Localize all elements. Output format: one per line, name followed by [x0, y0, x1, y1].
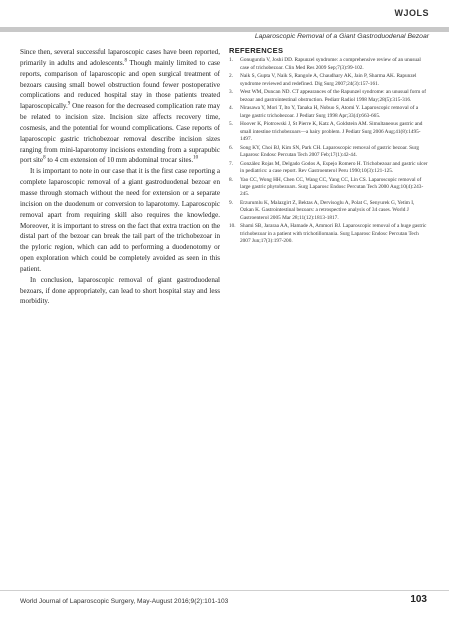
body-text: One reason for the decreased complication rate may be related to incision size. Incision size affects recovery time, cosmesis, and the potential for wound complications. Case reports of laparoscopic gastric trichobezoar removal describe incision sizes ranging from mini-laparotomy incisions extending from a suprapubic port site: [20, 102, 220, 165]
reference-item: [229, 89, 429, 104]
reference-text: Naik S, Gupta V, Naik S, Rangole A, Chaudhary AK, Jain P, Sharma AK. Rapunzel syndrome reviewed and redefined. Dig Surg 2007;24(3):157-161.: [240, 73, 417, 87]
reference-text: Shami SB, Jararaa AA, Hamade A, Ammori BJ. Laparoscopic removal of a huge gastric trichobezoar in a patient with trichotillomania. Surg Laparosc Endosc Percutan Tech 2007 Jun;17(3):197-200.: [240, 223, 427, 244]
citation-marker: 10: [193, 156, 199, 162]
body-paragraph-3: In conclusion, laparoscopic removal of giant gastroduodenal bezoars, if done appropriately, can lead to short hospital stay and less morbidity.: [20, 275, 220, 306]
body-text: Since then, several successful laparoscopic cases have been reported, primarily in adults and adolescents.: [20, 48, 220, 67]
reference-number: 4.: [229, 105, 233, 112]
reference-item: [229, 57, 429, 72]
citation-marker: 9: [67, 101, 71, 107]
page-number: 103: [410, 594, 427, 605]
body-text: Though mainly limited to case reports, comparison of laparoscopic and open surgical treatment of bezoars causing small bowel obstruction found fewer postoperative complications and reduced hospital stay in those patients treated laparoscopically.: [20, 58, 220, 111]
body-paragraph-1: [20, 47, 220, 166]
reference-text: González Rojas M, Delgado Godos A, Espejo Romero H. Trichobezoar and gastric ulcer in pediatrics: a case report. Rev Gastroenterol Peru 1990;10(3):121-125.: [240, 160, 428, 174]
body-paragraph-2: It is important to note in our case that it is the first case reporting a complete laparoscopic removal of a giant gastroduodenal bezoar en masse through stomach without the need for extension or a separate incision on the duodenum or conversion to laparotomy. Laparoscopic removal apart from requiring skill also requires the knowledge. Moreover, it is important to stress on the fact that extra traction on the distal part of the bezoar can break the tail part of the trichobezoar in the pyloric region, which can add to performing a duodenotomy or open exploration which could be completely avoided as seen in this patient.: [20, 167, 220, 273]
citation-marker: 8: [124, 58, 127, 64]
reference-number: 7.: [229, 160, 233, 167]
reference-item: [229, 223, 429, 245]
reference-item: [229, 200, 429, 222]
body-text: to 4 cm extension of 10 mm abdominal trocar sites.: [45, 156, 194, 165]
reference-text: Hoover K, Piotrowski J, St Pierre K, Katz A, Goldstein AM. Simultaneous gastric and small intestine trichobezoars—a hairy problem. J Pediatr Surg 2006 Aug;41(8):1495-1497.: [240, 121, 423, 142]
reference-item: [229, 121, 429, 143]
header-rule: [0, 27, 449, 32]
reference-item: [229, 73, 429, 88]
reference-item: [229, 177, 429, 199]
reference-item: [229, 105, 429, 120]
journal-tag: WJOLS: [394, 8, 429, 18]
reference-text: Gonuguntla V, Joshi DD. Rapunzel syndrome: a comprehensive review of an unusual case of trichobezoar. Clin Med Res 2009 Sep;7(3):99-102.: [240, 57, 421, 71]
reference-number: 10.: [229, 223, 236, 230]
body-column: [20, 47, 220, 307]
reference-text: West WM, Duncan ND. CT appearances of the Rapunzel syndrome: an unusual form of bezoar and gastrointestinal obstruction. Pediatr Radiol 1998 May;28(5):315-316.: [240, 89, 427, 103]
reference-number: 1.: [229, 57, 233, 64]
reference-number: 5.: [229, 121, 233, 128]
reference-text: Song KY, Choi BJ, Kim SN, Park CH. Laparoscopic removal of gastric bezoar. Surg Laparosc Endosc Percutan Tech 2007 Feb;17(1):42-44.: [240, 144, 419, 158]
reference-number: 2.: [229, 73, 233, 80]
reference-number: 6.: [229, 144, 233, 151]
footer-rule: [0, 590, 449, 591]
reference-item: [229, 161, 429, 176]
reference-text: Yao CC, Wong HH, Chen CC, Wang CC, Yang CC, Lin CS. Laparoscopic removal of large gastric phytobezoars. Surg Laparosc Endosc Percutan Tech 2000 Aug;10(4):243-245.: [240, 176, 424, 198]
citation-marker: 8: [43, 156, 46, 162]
running-title: Laparoscopic Removal of a Giant Gastroduodenal Bezoar: [254, 33, 429, 40]
footer-journal-line: World Journal of Laparoscopic Surgery, May-August 2016;9(2):101-103: [20, 598, 229, 605]
reference-number: 3.: [229, 89, 233, 96]
reference-text: Nirasawa Y, Mori T, Ito Y, Tanaka H, Nobuo S, Atomi Y. Laparoscopic removal of a large gastric trichobezoar. J Pediatr Surg 1998 Apr;33(4):663-665.: [240, 105, 419, 119]
reference-number: 8.: [229, 176, 233, 183]
reference-list: [229, 57, 429, 245]
references-heading: REFERENCES: [229, 46, 284, 55]
reference-number: 9.: [229, 199, 233, 206]
references-column: [229, 47, 429, 247]
reference-text: Erzurumlu K, Malazgirt Z, Bektas A, Dervisoglu A, Polat C, Senyurek G, Yetim I, Ozkan K. Gastrointestinal bezoars: a retrospective analysis of 34 cases. World J Gastroenterol 2005 Mar 28;11(12):1813-1817.: [240, 199, 415, 221]
reference-item: [229, 145, 429, 160]
